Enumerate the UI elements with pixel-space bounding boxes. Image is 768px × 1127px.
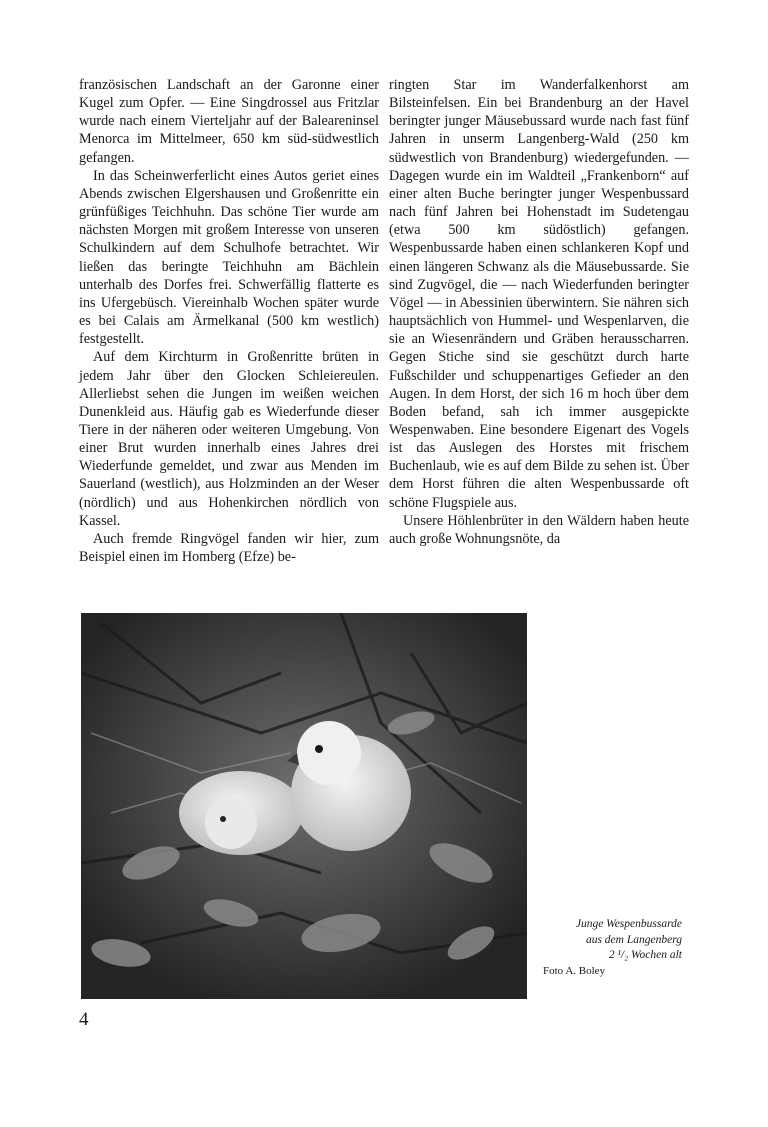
caption-line: aus dem Langenberg [585, 933, 682, 946]
paragraph: Auch fremde Ringvögel fanden wir hier, zum Beispiel einen im Homberg (Efze) be- [79, 530, 379, 566]
text-column-right [389, 76, 689, 548]
photo-caption [530, 917, 682, 964]
paragraph: In das Scheinwerferlicht eines Autos geriet eines Abends zwischen Elgershausen und Großenritte ein grünfüßiges Teichhuhn. Das schöne Tier wurde am nächsten Morgen mit großem Interesse von unseren Schulkindern auf dem Schulhofe betrachtet. Wir ließen das beringte Teichhuhn am Bächlein unterhalb des Dorfes frei. Schwerfällig flatterte es ins Ufergebüsch. Viereinhalb Wochen später wurde es bei Calais am Ärmelkanal (500 km westlich) festgestellt. [79, 167, 379, 348]
paragraph: ringten Star im Wanderfalkenhorst am Bilsteinfelsen. Ein bei Brandenburg an der Havel beringter junger Mäusebussard wurde nach fast fünf Jahren in unserm Langenberg-Wald (250 km südwestlich von Brandenburg) wiedergefunden. — Dagegen wurde ein im Waldteil „Frankenborn“ auf einer alten Buche beringter junger Wespenbussard nach fünf Jahren bei Hohenstadt im Sudetengau (etwa 500 km südöstlich) gefangen. Wespenbussarde haben einen schlankeren Kopf und einen längeren Schwanz als die Mäusebussarde. Sie sind Zugvögel, die — nach Wiederfunden beringter Vögel — in Abessinien überwintern. Sie nähren sich hauptsächlich von Hummel- und Wespenlarven, die sie an Wiesenrändern und Gräben herausscharren. Gegen Stiche sind sie geschützt durch harte Fußschilder und schuppenartiges Gefieder an den Augen. In dem Horst, der sich 16 m hoch über dem Boden befand, sah ich immer ausgepickte Wespenwaben. Eine besondere Eigenart des Vogels ist das Auslegen des Horstes mit frischem Buchenlaub, wie es auf dem Bilde zu sehen ist. Über dem Horst führen die alten Wespenbussarde oft schöne Flugspiele aus. [389, 77, 689, 511]
text-column-left [79, 76, 379, 566]
page-number: 4 [79, 1009, 89, 1030]
paragraph: Auf dem Kirchturm in Großenritte brüten in jedem Jahr über den Glocken Schleiereulen. Allerliebst sehen die Jungen im weißen weichen Dunenkleid aus. Häufig gab es Wiederfunde dieser Tiere in der näheren oder weiteren Umgebung. Von einer Brut wurden innerhalb eines Jahres drei Wiederfunde gemeldet, und zwar aus Menden im Sauerland (westlich), aus Holzminden an der Weser (nördlich) und aus Hohenkirchen nördlich von Kassel. [79, 349, 379, 529]
nest-photo [81, 613, 527, 999]
caption-line: Junge Wespenbussarde [575, 918, 682, 930]
caption-line: 2 ¹/₂ Wochen alt [608, 949, 682, 961]
photo-credit: Foto A. Boley [543, 965, 606, 977]
paragraph: französischen Landschaft an der Garonne einer Kugel zum Opfer. — Eine Singdrossel aus Fritzlar wurde nach einem Vierteljahr auf der Baleareninsel Menorca im Mittelmeer, 650 km süd-südwestlich gefangen. [79, 77, 379, 166]
paragraph: Unsere Höhlenbrüter in den Wäldern haben heute auch große Wohnungsnöte, da [389, 512, 689, 547]
nest-photo-illustration [81, 613, 527, 999]
